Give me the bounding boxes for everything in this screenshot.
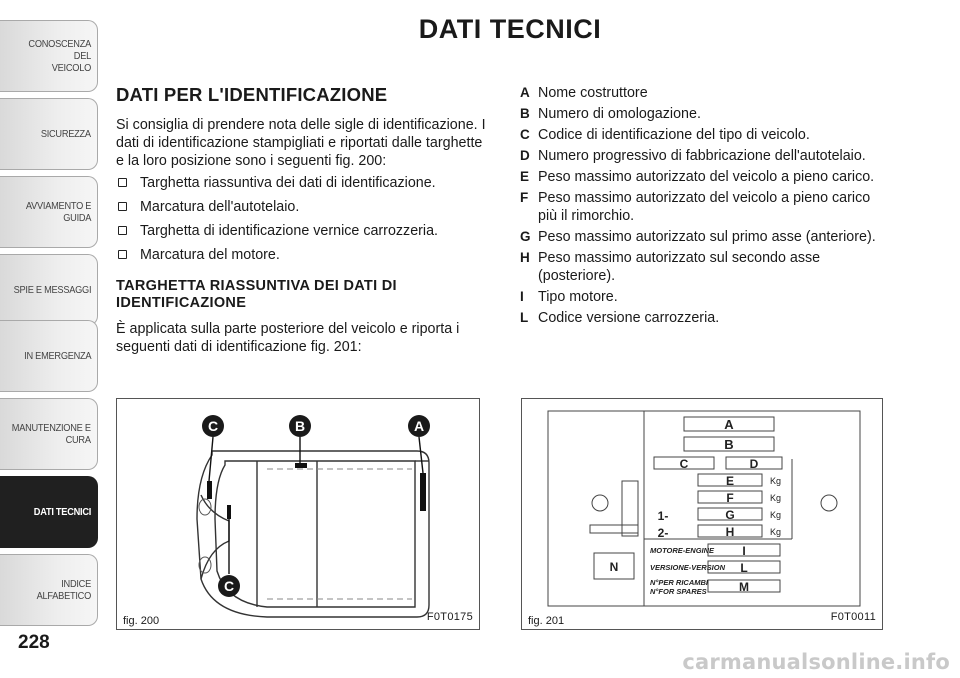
svg-text:B: B xyxy=(294,418,306,434)
section-heading: DATI PER L'IDENTIFICAZIONE xyxy=(116,84,388,105)
legend-text: Codice versione carrozzeria. xyxy=(538,310,720,326)
tab-label: DATI TECNICI xyxy=(33,506,91,518)
legend-item xyxy=(520,309,890,327)
kg-unit-f: Kg xyxy=(770,493,782,503)
list-item: Targhetta di identificazione vernice carrozzeria. xyxy=(116,222,494,240)
plate-label-i: I xyxy=(742,544,746,558)
mirror-right xyxy=(199,557,211,573)
tab-manutenzione-e-cura[interactable] xyxy=(0,398,98,470)
figure-201-plate xyxy=(521,398,883,630)
right-column xyxy=(520,84,890,330)
plate-ricambi-1: N°PER RICAMBI xyxy=(650,578,709,587)
plate-ricambi-2: N°FOR SPARES xyxy=(650,587,707,596)
tab-label: SPIE E MESSAGGI xyxy=(13,284,91,296)
legend-letter: F xyxy=(520,190,529,205)
legend-item xyxy=(520,84,890,102)
tab-in-emergenza[interactable] xyxy=(0,320,98,392)
legend-letter: E xyxy=(520,169,530,184)
plate-slot xyxy=(622,481,638,536)
tab-label: INDICE ALFABETICO xyxy=(36,578,91,602)
legend-text: Peso massimo autorizzato del veicolo a pieno carico più il rimorchio. xyxy=(538,190,871,224)
legend-text: Nome costruttore xyxy=(538,85,648,101)
figure-code: F0T0011 xyxy=(830,611,876,623)
svg-text:C: C xyxy=(223,578,235,594)
tab-label: MANUTENZIONE E CURA xyxy=(12,422,91,446)
tab-dati-tecnici[interactable] xyxy=(0,476,98,548)
legend-text: Tipo motore. xyxy=(538,289,618,305)
figure-code: F0T0175 xyxy=(426,611,473,623)
marker-a xyxy=(408,415,430,437)
plate-label-m: M xyxy=(739,580,749,594)
plate-axle-2: 2- xyxy=(657,526,669,540)
plate-label-h: H xyxy=(725,525,735,539)
marker-b xyxy=(289,415,311,437)
legend-letter: L xyxy=(520,310,529,325)
page-title: DATI TECNICI xyxy=(418,14,602,44)
plate-label-g: G xyxy=(725,508,735,522)
tab-spie-e-messaggi[interactable] xyxy=(0,254,98,326)
tab-sicurezza[interactable] xyxy=(0,98,98,170)
marker-c-top xyxy=(202,415,224,437)
legend-letter: H xyxy=(520,250,530,265)
legend-text: Peso massimo autorizzato sul secondo asse (posteriore). xyxy=(538,250,821,284)
legend-letter: C xyxy=(520,127,530,142)
legend-text: Peso massimo autorizzato sul primo asse (anteriore). xyxy=(538,229,876,245)
page-number: 228 xyxy=(18,632,50,653)
legend-text: Codice di identificazione del tipo di veicolo. xyxy=(538,127,810,143)
legend-letter: I xyxy=(520,289,524,304)
list-item: Marcatura del motore. xyxy=(116,246,494,264)
legend-item xyxy=(520,168,890,186)
identification-plate-illustration xyxy=(522,399,882,629)
kg-unit-g: Kg xyxy=(770,510,782,520)
kg-unit-h: Kg xyxy=(770,527,782,537)
tab-label: AVVIAMENTO E GUIDA xyxy=(25,200,91,224)
intro-paragraph: Si consiglia di prendere nota delle sigle di identificazione. I dati di identificazione stampigliati e riportati dalle targhette e la loro posizione sono i seguenti fig. 200: xyxy=(116,117,486,169)
tab-label: IN EMERGENZA xyxy=(23,350,91,362)
plate-versione-version: VERSIONE-VERSION xyxy=(650,563,726,572)
legend-letter: G xyxy=(520,229,531,244)
subsection-heading: TARGHETTA RIASSUNTIVA DEI DATI DI IDENTIFICAZIONE xyxy=(116,278,397,311)
plate-label-c: C xyxy=(679,457,689,471)
tab-label: CONOSCENZA DEL VEICOLO xyxy=(28,38,91,74)
plate-label-e: E xyxy=(725,474,735,488)
plate-label-a: A xyxy=(724,417,734,432)
plate-legend xyxy=(520,84,890,327)
figure-caption: fig. 200 xyxy=(123,615,160,627)
tab-conoscenza-del-veicolo[interactable] xyxy=(0,20,98,92)
legend-item xyxy=(520,126,890,144)
plate-mark-front xyxy=(207,481,212,499)
plate-motore-engine: MOTORE-ENGINE xyxy=(650,546,715,555)
figure-caption: fig. 201 xyxy=(528,615,565,627)
plate-mark-rear xyxy=(420,473,426,511)
legend-letter: A xyxy=(520,85,530,100)
legend-item xyxy=(520,228,890,246)
chapter-sidebar xyxy=(0,0,100,678)
plate-axle-1: 1- xyxy=(657,509,669,523)
plate-hole-left xyxy=(592,495,608,511)
subsection-paragraph: È applicata sulla parte posteriore del veicolo e riporta i seguenti dati di identificazione fig. 201: xyxy=(116,321,460,355)
legend-item xyxy=(520,288,890,306)
plate-label-f: F xyxy=(726,491,734,505)
svg-text:C: C xyxy=(207,418,219,434)
list-item: Marcatura dell'autotelaio. xyxy=(116,198,494,216)
tab-label: SICUREZZA xyxy=(41,128,91,140)
vehicle-top-view-illustration xyxy=(117,399,479,629)
plate-label-l: L xyxy=(740,561,748,575)
svg-text:A: A xyxy=(413,418,425,434)
roof-rails xyxy=(267,469,412,599)
plate-mark-door xyxy=(295,463,307,468)
plate-label-d: D xyxy=(749,457,759,471)
tab-indice-alfabetico[interactable] xyxy=(0,554,98,626)
identification-list xyxy=(116,174,494,264)
leader-lines xyxy=(209,437,423,574)
plate-slot-small xyxy=(590,525,638,533)
legend-item xyxy=(520,189,890,225)
plate-mark-chassis xyxy=(227,505,231,519)
figure-200-vehicle xyxy=(116,398,480,630)
marker-c-bottom xyxy=(218,575,240,597)
legend-item xyxy=(520,147,890,165)
legend-text: Numero di omologazione. xyxy=(538,106,701,122)
plate-label-n: N xyxy=(609,560,619,574)
legend-letter: D xyxy=(520,148,530,163)
plate-label-b: B xyxy=(724,437,734,452)
legend-item xyxy=(520,105,890,123)
tab-avviamento-e-guida[interactable] xyxy=(0,176,98,248)
plate-hole-right xyxy=(821,495,837,511)
legend-letter: B xyxy=(520,106,530,121)
legend-text: Peso massimo autorizzato del veicolo a pieno carico. xyxy=(538,169,875,185)
kg-unit-e: Kg xyxy=(770,476,782,486)
watermark: carmanualsonline.info xyxy=(682,650,950,674)
list-item: Targhetta riassuntiva dei dati di identificazione. xyxy=(116,174,494,192)
legend-item xyxy=(520,249,890,285)
legend-text: Numero progressivo di fabbricazione dell'autotelaio. xyxy=(538,148,866,164)
left-column xyxy=(116,84,494,356)
